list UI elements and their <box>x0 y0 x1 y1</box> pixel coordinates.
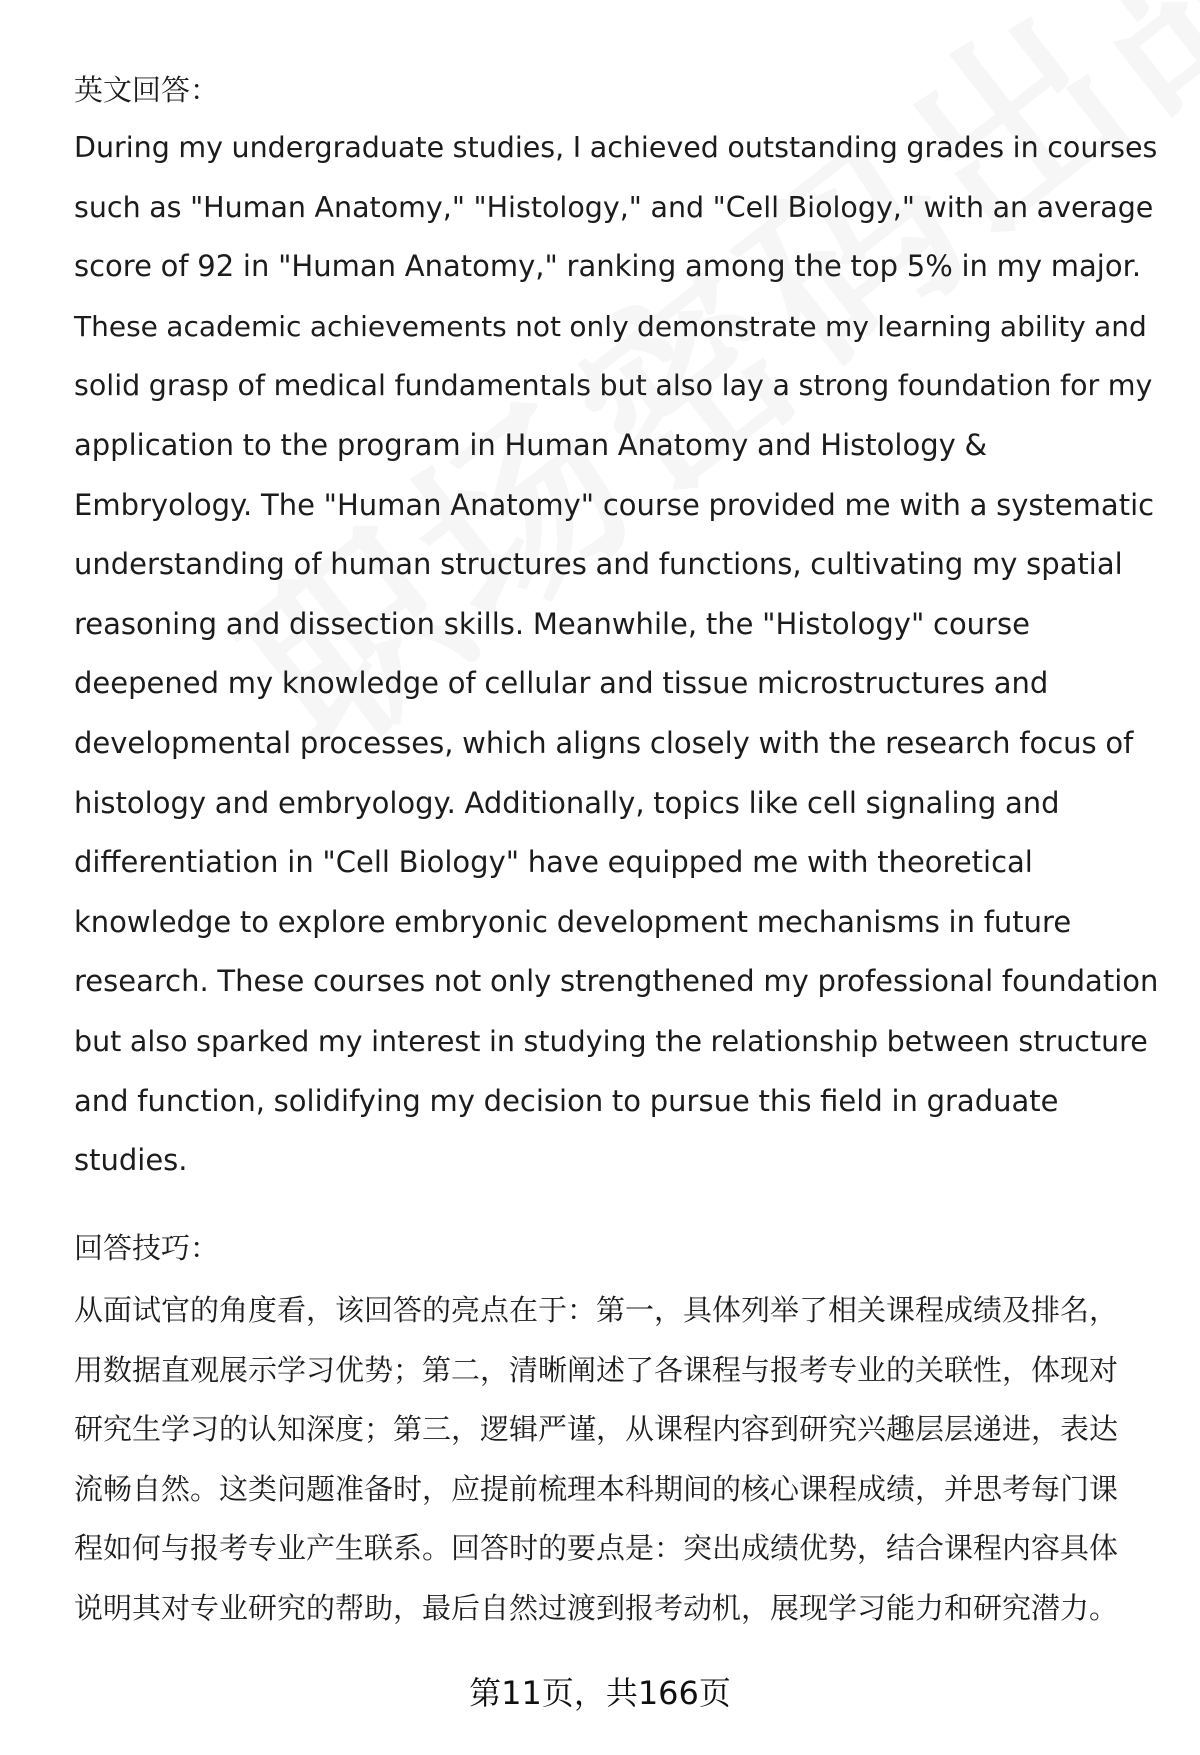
paragraph-line: During my undergraduate studies, I achieved outstanding grades in courses <box>74 131 1158 164</box>
paragraph-line: Embryology. The "Human Anatomy" course provided me with a systematic <box>74 487 1155 522</box>
paragraph-line: and function, solidifying my decision to pursue this field in graduate <box>74 1083 1059 1118</box>
paragraph-line: histology and embryology. Additionally, topics like cell signaling and <box>74 785 1060 820</box>
paragraph-line: 流畅自然。这类问题准备时，应提前梳理本科期间的核心课程成绩，并思考每门课 <box>74 1471 1119 1506</box>
paragraph-line: reasoning and dissection skills. Meanwhile, the "Histology" course <box>74 606 1030 641</box>
paragraph-line: studies. <box>74 1143 188 1178</box>
paragraph-line: 用数据直观展示学习优势；第二，清晰阐述了各课程与报考专业的关联性，体现对 <box>74 1352 1119 1387</box>
paragraph-line: deepened my knowledge of cellular and tissue microstructures and <box>74 666 1049 701</box>
answer-tips-paragraph <box>74 1281 1164 1639</box>
paragraph-line: but also sparked my interest in studying the relationship between structure <box>74 1024 1148 1058</box>
paragraph-line: understanding of human structures and functions, cultivating my spatial <box>74 547 1123 582</box>
paragraph-line: solid grasp of medical fundamentals but also lay a strong foundation for my <box>74 369 1153 403</box>
paragraph-line: 从面试官的角度看，该回答的亮点在于：第一，具体列举了相关课程成绩及排名， <box>74 1293 1119 1327</box>
english-answer-heading: 英文回答： <box>74 73 220 107</box>
paragraph-line: developmental processes, which aligns closely with the research focus of <box>74 725 1134 760</box>
paragraph-line: score of 92 in "Human Anatomy," ranking among the top 5% in my major. <box>74 249 1142 284</box>
paragraph-line: These academic achievements not only demonstrate my learning ability and <box>74 309 1147 343</box>
paragraph-line: research. These courses not only strengthened my professional foundation <box>74 964 1159 999</box>
paragraph-line: knowledge to explore embryonic development mechanisms in future <box>74 904 1072 939</box>
paragraph-line: application to the program in Human Anatomy and Histology & <box>74 427 988 462</box>
answer-tips-heading: 回答技巧： <box>74 1231 220 1265</box>
paragraph-line: differentiation in "Cell Biology" have equipped me with theoretical <box>74 845 1033 880</box>
paragraph-line: such as "Human Anatomy," "Histology," and "Cell Biology," with an average <box>74 190 1154 224</box>
document-page <box>74 0 1164 1755</box>
page-number: 第11页，共166页 <box>469 1674 731 1712</box>
paragraph-line: 说明其对专业研究的帮助，最后自然过渡到报考动机，展现学习能力和研究潜力。 <box>74 1590 1119 1625</box>
paragraph-line: 研究生学习的认知深度；第三，逻辑严谨，从课程内容到研究兴趣层层递进，表达 <box>74 1412 1119 1447</box>
paragraph-line: 程如何与报考专业产生联系。回答时的要点是：突出成绩优势，结合课程内容具体 <box>74 1531 1119 1566</box>
english-answer-paragraph <box>74 118 1164 1191</box>
